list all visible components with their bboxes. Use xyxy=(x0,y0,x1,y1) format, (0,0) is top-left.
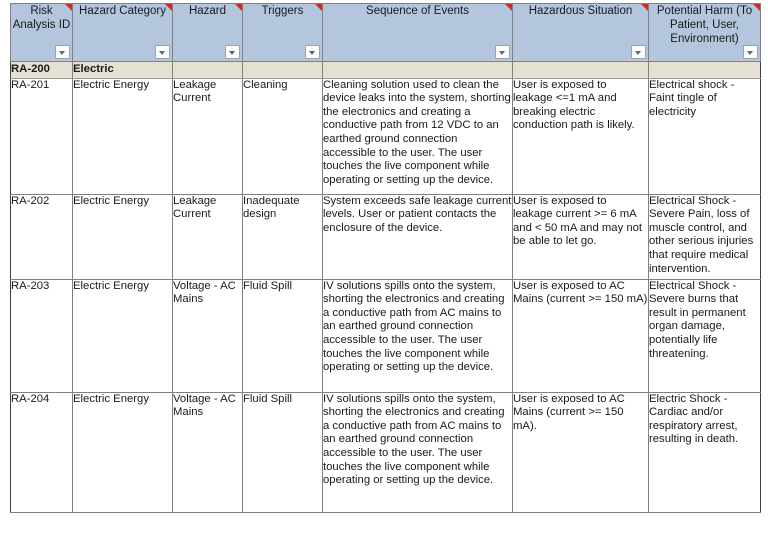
filter-dropdown-icon[interactable] xyxy=(743,45,758,59)
filter-dropdown-icon[interactable] xyxy=(495,45,510,59)
group-row-situation xyxy=(513,62,649,79)
table-row[interactable] xyxy=(11,392,761,512)
cell-triggers: Inadequate design xyxy=(243,194,323,279)
cell-hazardous-situation: User is exposed to AC Mains (current >= 150 mA). xyxy=(513,392,649,512)
column-header-potential-harm[interactable] xyxy=(649,4,761,62)
cell-risk-analysis-id: RA-201 xyxy=(11,78,73,194)
cell-hazardous-situation: User is exposed to leakage current >= 6 mA and < 50 mA and may not be able to let go. xyxy=(513,194,649,279)
cell-hazard-category: Electric Energy xyxy=(73,194,173,279)
group-row-harm xyxy=(649,62,761,79)
comment-indicator-icon xyxy=(315,4,322,11)
column-header-label: Potential Harm (To Patient, User, Environment) xyxy=(656,5,753,45)
column-header-label: Risk Analysis ID xyxy=(12,5,71,31)
comment-indicator-icon xyxy=(641,4,648,11)
cell-potential-harm: Electrical shock - Faint tingle of electricity xyxy=(649,78,761,194)
cell-hazard: Leakage Current xyxy=(173,78,243,194)
cell-hazard-category: Electric Energy xyxy=(73,392,173,512)
cell-risk-analysis-id: RA-203 xyxy=(11,279,73,392)
cell-triggers: Fluid Spill xyxy=(243,279,323,392)
cell-hazard: Leakage Current xyxy=(173,194,243,279)
cell-hazardous-situation: User is exposed to AC Mains (current >= 150 mA) xyxy=(513,279,649,392)
cell-hazard: Voltage - AC Mains xyxy=(173,279,243,392)
comment-indicator-icon xyxy=(505,4,512,11)
group-row-triggers xyxy=(243,62,323,79)
filter-dropdown-icon[interactable] xyxy=(631,45,646,59)
comment-indicator-icon xyxy=(165,4,172,11)
cell-potential-harm: Electrical Shock - Severe Pain, loss of muscle control, and other serious injuries that require medical intervention. xyxy=(649,194,761,279)
column-header-hazard-category[interactable] xyxy=(73,4,173,62)
filter-dropdown-icon[interactable] xyxy=(305,45,320,59)
cell-sequence-of-events: Cleaning solution used to clean the device leaks into the system, shorting the electronics and creating a conductive path from 12 VDC to an earthed ground connection accessible to the user. The user touches the live component while operating or setting up the device. xyxy=(323,78,513,194)
group-row-hazard xyxy=(173,62,243,79)
comment-indicator-icon xyxy=(235,4,242,11)
cell-potential-harm: Electric Shock - Cardiac and/or respiratory arrest, resulting in death. xyxy=(649,392,761,512)
column-header-label: Triggers xyxy=(261,5,304,17)
table-body xyxy=(11,62,761,513)
column-header-hazard[interactable] xyxy=(173,4,243,62)
cell-triggers: Fluid Spill xyxy=(243,392,323,512)
filter-dropdown-icon[interactable] xyxy=(155,45,170,59)
table-row[interactable] xyxy=(11,78,761,194)
column-header-hazardous-situation[interactable] xyxy=(513,4,649,62)
column-header-label: Sequence of Events xyxy=(366,5,469,17)
cell-hazardous-situation: User is exposed to leakage <=1 mA and breaking electric conduction path is likely. xyxy=(513,78,649,194)
cell-risk-analysis-id: RA-202 xyxy=(11,194,73,279)
column-header-label: Hazard xyxy=(188,5,227,17)
column-header-risk-analysis-id[interactable] xyxy=(11,4,73,62)
cell-triggers: Cleaning xyxy=(243,78,323,194)
comment-indicator-icon xyxy=(753,4,760,11)
comment-indicator-icon xyxy=(65,4,72,11)
cell-hazard-category: Electric Energy xyxy=(73,279,173,392)
header-row xyxy=(11,4,761,62)
group-header-row[interactable] xyxy=(11,62,761,79)
filter-dropdown-icon[interactable] xyxy=(225,45,240,59)
cell-sequence-of-events: IV solutions spills onto the system, shorting the electronics and creating a conductive path from AC mains to an earthed ground connection accessible to the user. The user touches the live component while operating or setting up the device. xyxy=(323,279,513,392)
cell-risk-analysis-id: RA-204 xyxy=(11,392,73,512)
filter-dropdown-icon[interactable] xyxy=(55,45,70,59)
risk-analysis-spreadsheet xyxy=(10,3,760,538)
table-header xyxy=(11,4,761,62)
group-row-category: Electric xyxy=(73,62,173,79)
column-header-triggers[interactable] xyxy=(243,4,323,62)
cell-potential-harm: Electrical Shock - Severe burns that result in permanent organ damage, potentially life threatening. xyxy=(649,279,761,392)
cell-sequence-of-events: IV solutions spills onto the system, shorting the electronics and creating a conductive path from AC mains to an earthed ground connection accessible to the user. The user touches the live component while operating or setting up the device. xyxy=(323,392,513,512)
column-header-sequence-of-events[interactable] xyxy=(323,4,513,62)
cell-sequence-of-events: System exceeds safe leakage current levels. User or patient contacts the enclosure of the device. xyxy=(323,194,513,279)
column-header-label: Hazard Category xyxy=(79,5,166,17)
table-row[interactable] xyxy=(11,194,761,279)
cell-hazard: Voltage - AC Mains xyxy=(173,392,243,512)
risk-analysis-table xyxy=(10,3,761,513)
group-row-sequence xyxy=(323,62,513,79)
group-row-id: RA-200 xyxy=(11,62,73,79)
cell-hazard-category: Electric Energy xyxy=(73,78,173,194)
column-header-label: Hazardous Situation xyxy=(528,5,633,17)
table-row[interactable] xyxy=(11,279,761,392)
